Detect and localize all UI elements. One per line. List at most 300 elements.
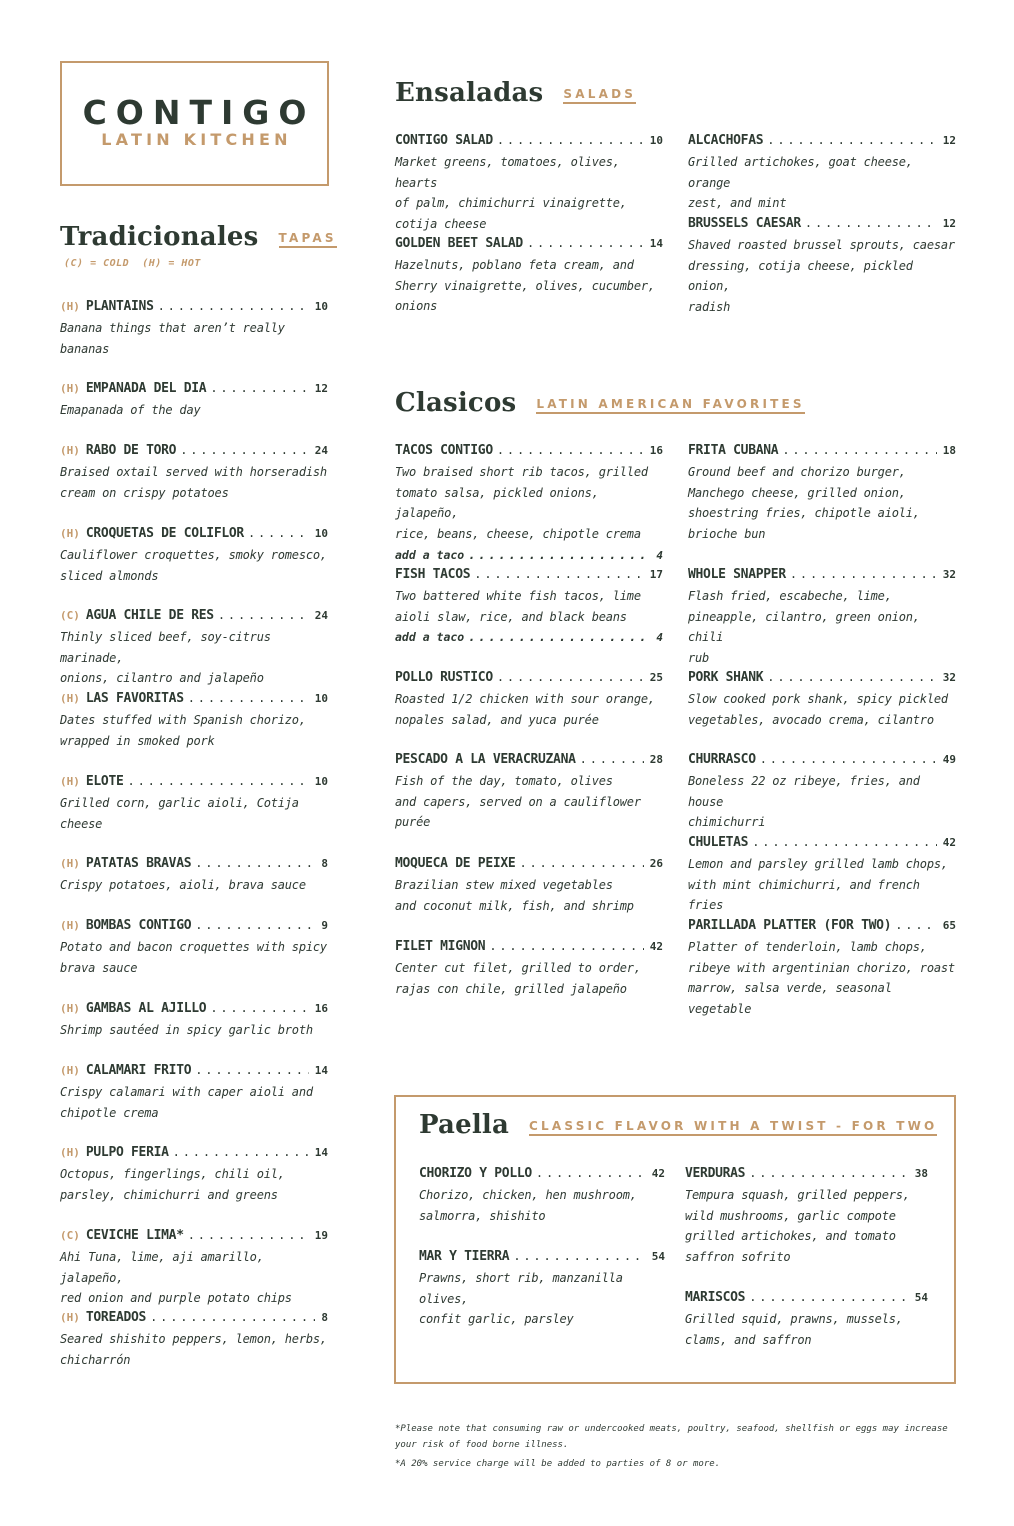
item-price: 24 xyxy=(314,444,328,457)
description-line: Center cut filet, grilled to order, xyxy=(395,961,641,975)
tradicionales-header xyxy=(60,222,337,252)
item-name-row xyxy=(60,773,328,790)
item-price: 42 xyxy=(651,1167,665,1180)
description-line: Brazilian stew mixed vegetables xyxy=(395,878,613,892)
item-description xyxy=(395,958,663,999)
menu-item-pescado-a-la-veracruzana xyxy=(395,751,663,833)
item-price: 26 xyxy=(649,857,663,870)
dot-leader xyxy=(180,442,309,458)
item-description xyxy=(60,1164,328,1205)
item-name: FISH TACOS xyxy=(395,567,471,582)
menu-item-verduras xyxy=(685,1165,928,1268)
menu-item-mariscos xyxy=(685,1289,928,1350)
description-line: ribeye with argentinian chorizo, roast xyxy=(688,960,955,975)
item-description xyxy=(60,1082,328,1123)
item-price: 12 xyxy=(942,217,956,230)
item-name: BRUSSELS CAESAR xyxy=(688,216,801,231)
footnote-line: *Please note that consuming raw or undercooked meats, poultry, seafood, shellfish or eggs may increase xyxy=(395,1424,948,1434)
temperature-tag: (H) xyxy=(60,300,80,313)
item-description xyxy=(419,1268,665,1330)
menu-item-elote xyxy=(60,773,328,834)
dot-leader xyxy=(782,442,936,458)
item-name: GOLDEN BEET SALAD xyxy=(395,236,523,251)
menu-item-pollo-rustico xyxy=(395,669,663,730)
item-price: 24 xyxy=(314,609,328,622)
dot-leader xyxy=(527,235,644,251)
description-line: Tempura squash, grilled peppers, xyxy=(685,1188,910,1202)
item-name-row xyxy=(395,132,663,149)
brand-name: CONTIGO xyxy=(82,93,316,132)
item-price: 32 xyxy=(942,671,956,684)
item-name-row xyxy=(60,1227,328,1244)
description-line: Ground beef and chorizo burger, xyxy=(688,465,906,479)
description-line: sliced almonds xyxy=(60,568,159,583)
item-description xyxy=(688,152,956,214)
description-line: with mint chimichurri, and french fries xyxy=(688,877,920,913)
item-name-row xyxy=(60,607,328,624)
dot-leader xyxy=(248,525,309,541)
dot-leader xyxy=(767,669,936,685)
item-name: ALCACHOFAS xyxy=(688,133,764,148)
item-description xyxy=(395,586,663,627)
item-price: 14 xyxy=(314,1064,328,1077)
add-on-label: add a taco xyxy=(395,547,465,562)
item-name: LAS FAVORITAS xyxy=(85,691,184,706)
description-line: Shrimp sautéed in spicy garlic broth xyxy=(60,1023,313,1037)
description-line: zest, and mint xyxy=(688,196,787,211)
item-name-row xyxy=(60,917,328,934)
menu-item-ceviche-lima xyxy=(60,1227,328,1309)
description-line: chimichurri xyxy=(688,815,766,830)
item-name: PESCADO A LA VERACRUZANA xyxy=(395,752,576,767)
item-name: EMPANADA DEL DIA xyxy=(85,381,207,396)
description-line: Emapanada of the day xyxy=(60,403,201,417)
description-line: rajas con chile, grilled jalapeño xyxy=(395,981,627,996)
description-line: grilled artichokes, and tomato xyxy=(685,1229,896,1244)
description-line: Shaved roasted brussel sprouts, caesar xyxy=(688,238,955,252)
description-line: Chorizo, chicken, hen mushroom, xyxy=(419,1188,637,1202)
item-price: 19 xyxy=(314,1229,328,1242)
description-line: Ahi Tuna, lime, aji amarillo, jalapeño, xyxy=(60,1250,264,1285)
add-on-row xyxy=(395,627,663,648)
menu-item-alcachofas xyxy=(688,132,956,214)
dot-leader xyxy=(536,1165,646,1181)
dot-leader xyxy=(218,607,309,623)
item-price: 8 xyxy=(321,1311,328,1324)
item-price: 18 xyxy=(942,444,956,457)
item-description xyxy=(688,854,956,916)
item-price: 28 xyxy=(649,753,663,766)
item-name: PORK SHANK xyxy=(688,670,764,685)
item-name: GAMBAS AL AJILLO xyxy=(85,1001,207,1016)
section-tag: LATIN AMERICAN FAVORITES xyxy=(536,397,804,414)
item-description xyxy=(688,235,956,318)
dot-leader xyxy=(749,1165,909,1181)
item-name-row xyxy=(60,1000,328,1017)
item-name: RABO DE TORO xyxy=(85,443,177,458)
item-name-row xyxy=(60,1062,328,1079)
item-name: CONTIGO SALAD xyxy=(395,133,493,148)
menu-item-churrasco xyxy=(688,751,956,833)
description-line: cheese xyxy=(60,816,103,831)
temperature-tag: (H) xyxy=(60,444,80,457)
dot-leader xyxy=(513,1248,645,1264)
item-price: 54 xyxy=(651,1250,665,1263)
dot-leader xyxy=(210,380,308,396)
description-line: Lemon and parsley grilled lamb chops, xyxy=(688,857,948,871)
description-line: saffron sofrito xyxy=(685,1250,791,1265)
menu-item-frita-cubana xyxy=(688,442,956,545)
item-price: 10 xyxy=(314,692,328,705)
temperature-tag: (H) xyxy=(60,1064,80,1077)
item-name-row xyxy=(60,298,328,315)
paella-header xyxy=(419,1110,937,1140)
item-price: 14 xyxy=(314,1146,328,1159)
item-price: 9 xyxy=(321,919,328,932)
item-description xyxy=(395,771,663,833)
item-price: 16 xyxy=(649,444,663,457)
description-line: Manchego cheese, grilled onion, xyxy=(688,485,906,500)
menu-item-chorizo-y-pollo xyxy=(419,1165,665,1226)
description-line: Flash fried, escabeche, lime, xyxy=(688,589,892,603)
footnote-line: your risk of food borne illness. xyxy=(395,1440,569,1450)
item-description xyxy=(395,462,663,545)
description-line: bananas xyxy=(60,341,110,356)
item-name: CEVICHE LIMA* xyxy=(85,1228,184,1243)
menu-item-tacos-contigo xyxy=(395,442,663,566)
temperature-tag: (H) xyxy=(60,1002,80,1015)
item-price: 10 xyxy=(314,527,328,540)
item-name: CROQUETAS DE COLIFLOR xyxy=(85,526,244,541)
item-description xyxy=(419,1185,665,1226)
item-name: PATATAS BRAVAS xyxy=(85,856,192,871)
item-price: 10 xyxy=(649,134,663,147)
item-name-row xyxy=(60,1144,328,1161)
item-name-row xyxy=(395,938,663,955)
item-name-row xyxy=(685,1165,928,1182)
add-on-label: add a taco xyxy=(395,630,465,645)
temperature-tag: (H) xyxy=(60,1311,80,1324)
item-name-row xyxy=(688,669,956,686)
temperature-tag: (H) xyxy=(60,692,80,705)
item-name: PLANTAINS xyxy=(85,299,154,314)
description-line: tomato salsa, pickled onions, jalapeño, xyxy=(395,485,599,521)
item-name-row xyxy=(419,1165,665,1182)
item-name: FRITA CUBANA xyxy=(688,443,779,458)
item-price: 32 xyxy=(942,568,956,581)
item-description xyxy=(60,875,328,896)
menu-item-chuletas xyxy=(688,834,956,916)
temperature-tag: (H) xyxy=(60,857,80,870)
description-line: vegetables, avocado crema, cilantro xyxy=(688,712,934,727)
dot-leader xyxy=(497,669,644,685)
item-name-row xyxy=(395,855,663,872)
description-line: Grilled artichokes, goat cheese, orange xyxy=(688,155,913,190)
item-name-row xyxy=(688,917,956,934)
description-line: Two battered white fish tacos, lime xyxy=(395,589,641,603)
description-line: wrapped in smoked pork xyxy=(60,733,215,748)
footnote-food-safety xyxy=(395,1421,948,1453)
description-line: chicharrón xyxy=(60,1352,131,1367)
menu-item-pork-shank xyxy=(688,669,956,730)
description-line: Crispy calamari with caper aioli and xyxy=(60,1085,313,1099)
description-line: Prawns, short rib, manzanilla olives, xyxy=(419,1271,623,1306)
item-description xyxy=(60,462,328,503)
item-description xyxy=(688,937,956,1020)
item-description xyxy=(395,255,663,317)
item-description xyxy=(60,545,328,586)
item-name-row xyxy=(685,1289,928,1306)
description-line: confit garlic, parsley xyxy=(419,1312,574,1327)
dot-leader xyxy=(195,1062,309,1078)
temperature-tag: (H) xyxy=(60,775,80,788)
temperature-tag: (H) xyxy=(60,919,80,932)
dot-leader xyxy=(210,1000,308,1016)
item-name: BOMBAS CONTIGO xyxy=(85,918,192,933)
description-line: clams, and saffron xyxy=(685,1332,812,1347)
description-line: dressing, cotija cheese, pickled onion, xyxy=(688,258,913,294)
section-tag: CLASSIC FLAVOR WITH A TWIST - FOR TWO xyxy=(529,1119,937,1136)
description-line: Slow cooked pork shank, spicy pickled xyxy=(688,692,948,706)
menu-item-brussels-caesar xyxy=(688,215,956,318)
menu-item-rabo-de-toro xyxy=(60,442,328,503)
item-price: 14 xyxy=(649,237,663,250)
description-line: rice, beans, cheese, chipotle crema xyxy=(395,527,641,542)
dot-leader xyxy=(188,1227,309,1243)
menu-item-bombas-contigo xyxy=(60,917,328,978)
item-name-row xyxy=(395,751,663,768)
section-title: Paella xyxy=(419,1110,510,1140)
item-name: CHULETAS xyxy=(688,835,749,850)
description-line: parsley, chimichurri and greens xyxy=(60,1187,278,1202)
menu-item-pulpo-feria xyxy=(60,1144,328,1205)
menu-item-gambas-al-ajillo xyxy=(60,1000,328,1041)
item-description xyxy=(60,318,328,359)
item-price: 49 xyxy=(942,753,956,766)
description-line: Hazelnuts, poblano feta cream, and xyxy=(395,258,634,272)
description-line: red onion and purple potato chips xyxy=(60,1291,292,1306)
description-line: chipotle crema xyxy=(60,1105,159,1120)
dot-leader xyxy=(580,751,644,767)
item-name-row xyxy=(688,566,956,583)
item-name-row xyxy=(419,1248,665,1265)
temperature-tag: (H) xyxy=(60,382,80,395)
temperature-tag: (H) xyxy=(60,1146,80,1159)
item-name: MAR Y TIERRA xyxy=(419,1249,510,1264)
add-on-row xyxy=(395,545,663,566)
description-line: rub xyxy=(688,651,710,666)
dot-leader xyxy=(895,917,937,933)
item-description xyxy=(688,586,956,669)
menu-item-toreados xyxy=(60,1309,328,1370)
description-line: radish xyxy=(688,300,731,315)
description-line: Crispy potatoes, aioli, brava sauce xyxy=(60,878,306,892)
description-line: Roasted 1/2 chicken with sour orange, xyxy=(395,692,655,706)
item-description xyxy=(395,152,663,235)
dot-leader xyxy=(173,1144,309,1160)
item-price: 8 xyxy=(321,857,328,870)
item-name-row xyxy=(395,669,663,686)
dot-leader xyxy=(468,627,650,647)
section-title: Clasicos xyxy=(395,388,517,418)
item-name-row xyxy=(688,215,956,232)
dot-leader xyxy=(749,1289,909,1305)
dot-leader xyxy=(158,298,309,314)
item-name: MOQUECA DE PEIXE xyxy=(395,856,516,871)
menu-item-plantains xyxy=(60,298,328,359)
dot-leader xyxy=(767,132,936,148)
description-line: and capers, served on a cauliflower xyxy=(395,794,641,809)
dot-leader xyxy=(188,690,309,706)
description-line: aioli slaw, rice, and black beans xyxy=(395,609,627,624)
item-description xyxy=(60,937,328,978)
dot-leader xyxy=(805,215,937,231)
item-description xyxy=(60,793,328,834)
menu-item-empanada-del-dia xyxy=(60,380,328,421)
item-name-row xyxy=(60,690,328,707)
menu-item-moqueca-de-peixe xyxy=(395,855,663,916)
menu-item-whole-snapper xyxy=(688,566,956,669)
menu-item-golden-beet-salad xyxy=(395,235,663,317)
item-name: VERDURAS xyxy=(685,1166,746,1181)
item-description xyxy=(395,875,663,916)
item-name: MARISCOS xyxy=(685,1290,746,1305)
item-description xyxy=(60,710,328,751)
dot-leader xyxy=(150,1309,315,1325)
item-name: WHOLE SNAPPER xyxy=(688,567,786,582)
item-description xyxy=(688,771,956,833)
dot-leader xyxy=(790,566,937,582)
item-name: AGUA CHILE DE RES xyxy=(85,608,214,623)
section-title: Tradicionales xyxy=(60,222,259,252)
description-line: and coconut milk, fish, and shrimp xyxy=(395,898,634,913)
footnote-service-charge xyxy=(395,1456,720,1472)
item-price: 12 xyxy=(942,134,956,147)
menu-item-patatas-bravas xyxy=(60,855,328,896)
description-line: Grilled corn, garlic aioli, Cotija xyxy=(60,796,299,810)
description-line: Thinly sliced beef, soy-citrus marinade, xyxy=(60,630,271,665)
item-name-row xyxy=(688,751,956,768)
description-line: Banana things that aren’t really xyxy=(60,321,285,335)
dot-leader xyxy=(489,938,643,954)
description-line: Sherry vinaigrette, olives, cucumber, xyxy=(395,278,655,293)
description-line: shoestring fries, chipotle aioli, xyxy=(688,506,920,521)
item-name-row xyxy=(60,380,328,397)
section-tag: SALADS xyxy=(563,87,636,104)
description-line: brava sauce xyxy=(60,960,138,975)
item-description xyxy=(688,689,956,730)
item-name-row xyxy=(395,442,663,459)
item-name-row xyxy=(395,566,663,583)
item-name: CHORIZO Y POLLO xyxy=(419,1166,532,1181)
description-line: cream on crispy potatoes xyxy=(60,485,229,500)
add-on-price: 4 xyxy=(656,548,663,562)
item-description xyxy=(685,1309,928,1350)
description-line: Market greens, tomatoes, olives, hearts xyxy=(395,155,620,190)
dot-leader xyxy=(760,751,937,767)
item-price: 10 xyxy=(314,775,328,788)
item-price: 42 xyxy=(649,940,663,953)
menu-item-fish-tacos xyxy=(395,566,663,648)
item-name-row xyxy=(688,442,956,459)
item-description xyxy=(395,689,663,730)
item-name: TACOS CONTIGO xyxy=(395,443,493,458)
item-description xyxy=(60,627,328,689)
item-price: 16 xyxy=(314,1002,328,1015)
temperature-legend: (C) = COLD (H) = HOT xyxy=(64,258,201,269)
dot-leader xyxy=(519,855,643,871)
description-line: Fish of the day, tomato, olives xyxy=(395,774,613,788)
dot-leader xyxy=(497,442,644,458)
description-line: Two braised short rib tacos, grilled xyxy=(395,465,648,479)
description-line: Platter of tenderloin, lamb chops, xyxy=(688,940,927,954)
item-price: 65 xyxy=(942,919,956,932)
item-name-row xyxy=(60,855,328,872)
item-price: 38 xyxy=(914,1167,928,1180)
item-name-row xyxy=(60,442,328,459)
item-description xyxy=(685,1185,928,1268)
description-line: Grilled squid, prawns, mussels, xyxy=(685,1312,903,1326)
footnote-line: *A 20% service charge will be added to parties of 8 or more. xyxy=(395,1459,721,1469)
item-name: ELOTE xyxy=(85,774,124,789)
description-line: pineapple, cilantro, green onion, chili xyxy=(688,609,920,645)
ensaladas-header xyxy=(395,78,636,108)
description-line: Potato and bacon croquettes with spicy xyxy=(60,940,327,954)
temperature-tag: (H) xyxy=(60,527,80,540)
description-line: nopales salad, and yuca purée xyxy=(395,712,599,727)
item-name: CALAMARI FRITO xyxy=(85,1063,192,1078)
description-line: Braised oxtail served with horseradish xyxy=(60,465,327,479)
dot-leader xyxy=(474,566,643,582)
item-name: TOREADOS xyxy=(85,1310,147,1325)
item-description xyxy=(60,1329,328,1370)
description-line: Seared shishito peppers, lemon, herbs, xyxy=(60,1332,327,1346)
dot-leader xyxy=(195,855,315,871)
item-description xyxy=(60,1020,328,1041)
menu-item-mar-y-tierra xyxy=(419,1248,665,1330)
description-line: salmorra, shishito xyxy=(419,1208,546,1223)
item-description xyxy=(688,462,956,545)
menu-item-contigo-salad xyxy=(395,132,663,235)
dot-leader xyxy=(752,834,937,850)
description-line: cotija cheese xyxy=(395,217,487,232)
description-line: marrow, salsa verde, seasonal vegetable xyxy=(688,981,892,1017)
description-line: Cauliflower croquettes, smoky romesco, xyxy=(60,548,327,562)
item-name: POLLO RUSTICO xyxy=(395,670,493,685)
menu-item-parillada-platter-for-two xyxy=(688,917,956,1020)
item-price: 54 xyxy=(914,1291,928,1304)
item-price: 12 xyxy=(314,382,328,395)
item-price: 42 xyxy=(942,836,956,849)
menu-item-las-favoritas xyxy=(60,690,328,751)
item-description xyxy=(60,400,328,421)
item-name: PULPO FERIA xyxy=(85,1145,169,1160)
logo-box xyxy=(60,61,329,186)
item-name-row xyxy=(395,235,663,252)
item-name-row xyxy=(688,834,956,851)
description-line: onions xyxy=(395,299,438,314)
menu-item-croquetas-de-coliflor xyxy=(60,525,328,586)
add-on-price: 4 xyxy=(656,631,663,645)
description-line: of palm, chimichurri vinaigrette, xyxy=(395,196,627,211)
item-name-row xyxy=(688,132,956,149)
item-name-row xyxy=(60,1309,328,1326)
description-line: Boneless 22 oz ribeye, fries, and house xyxy=(688,774,920,809)
item-description xyxy=(60,1247,328,1309)
section-tag: TAPAS xyxy=(279,231,337,248)
item-price: 25 xyxy=(649,671,663,684)
clasicos-header xyxy=(395,388,805,418)
